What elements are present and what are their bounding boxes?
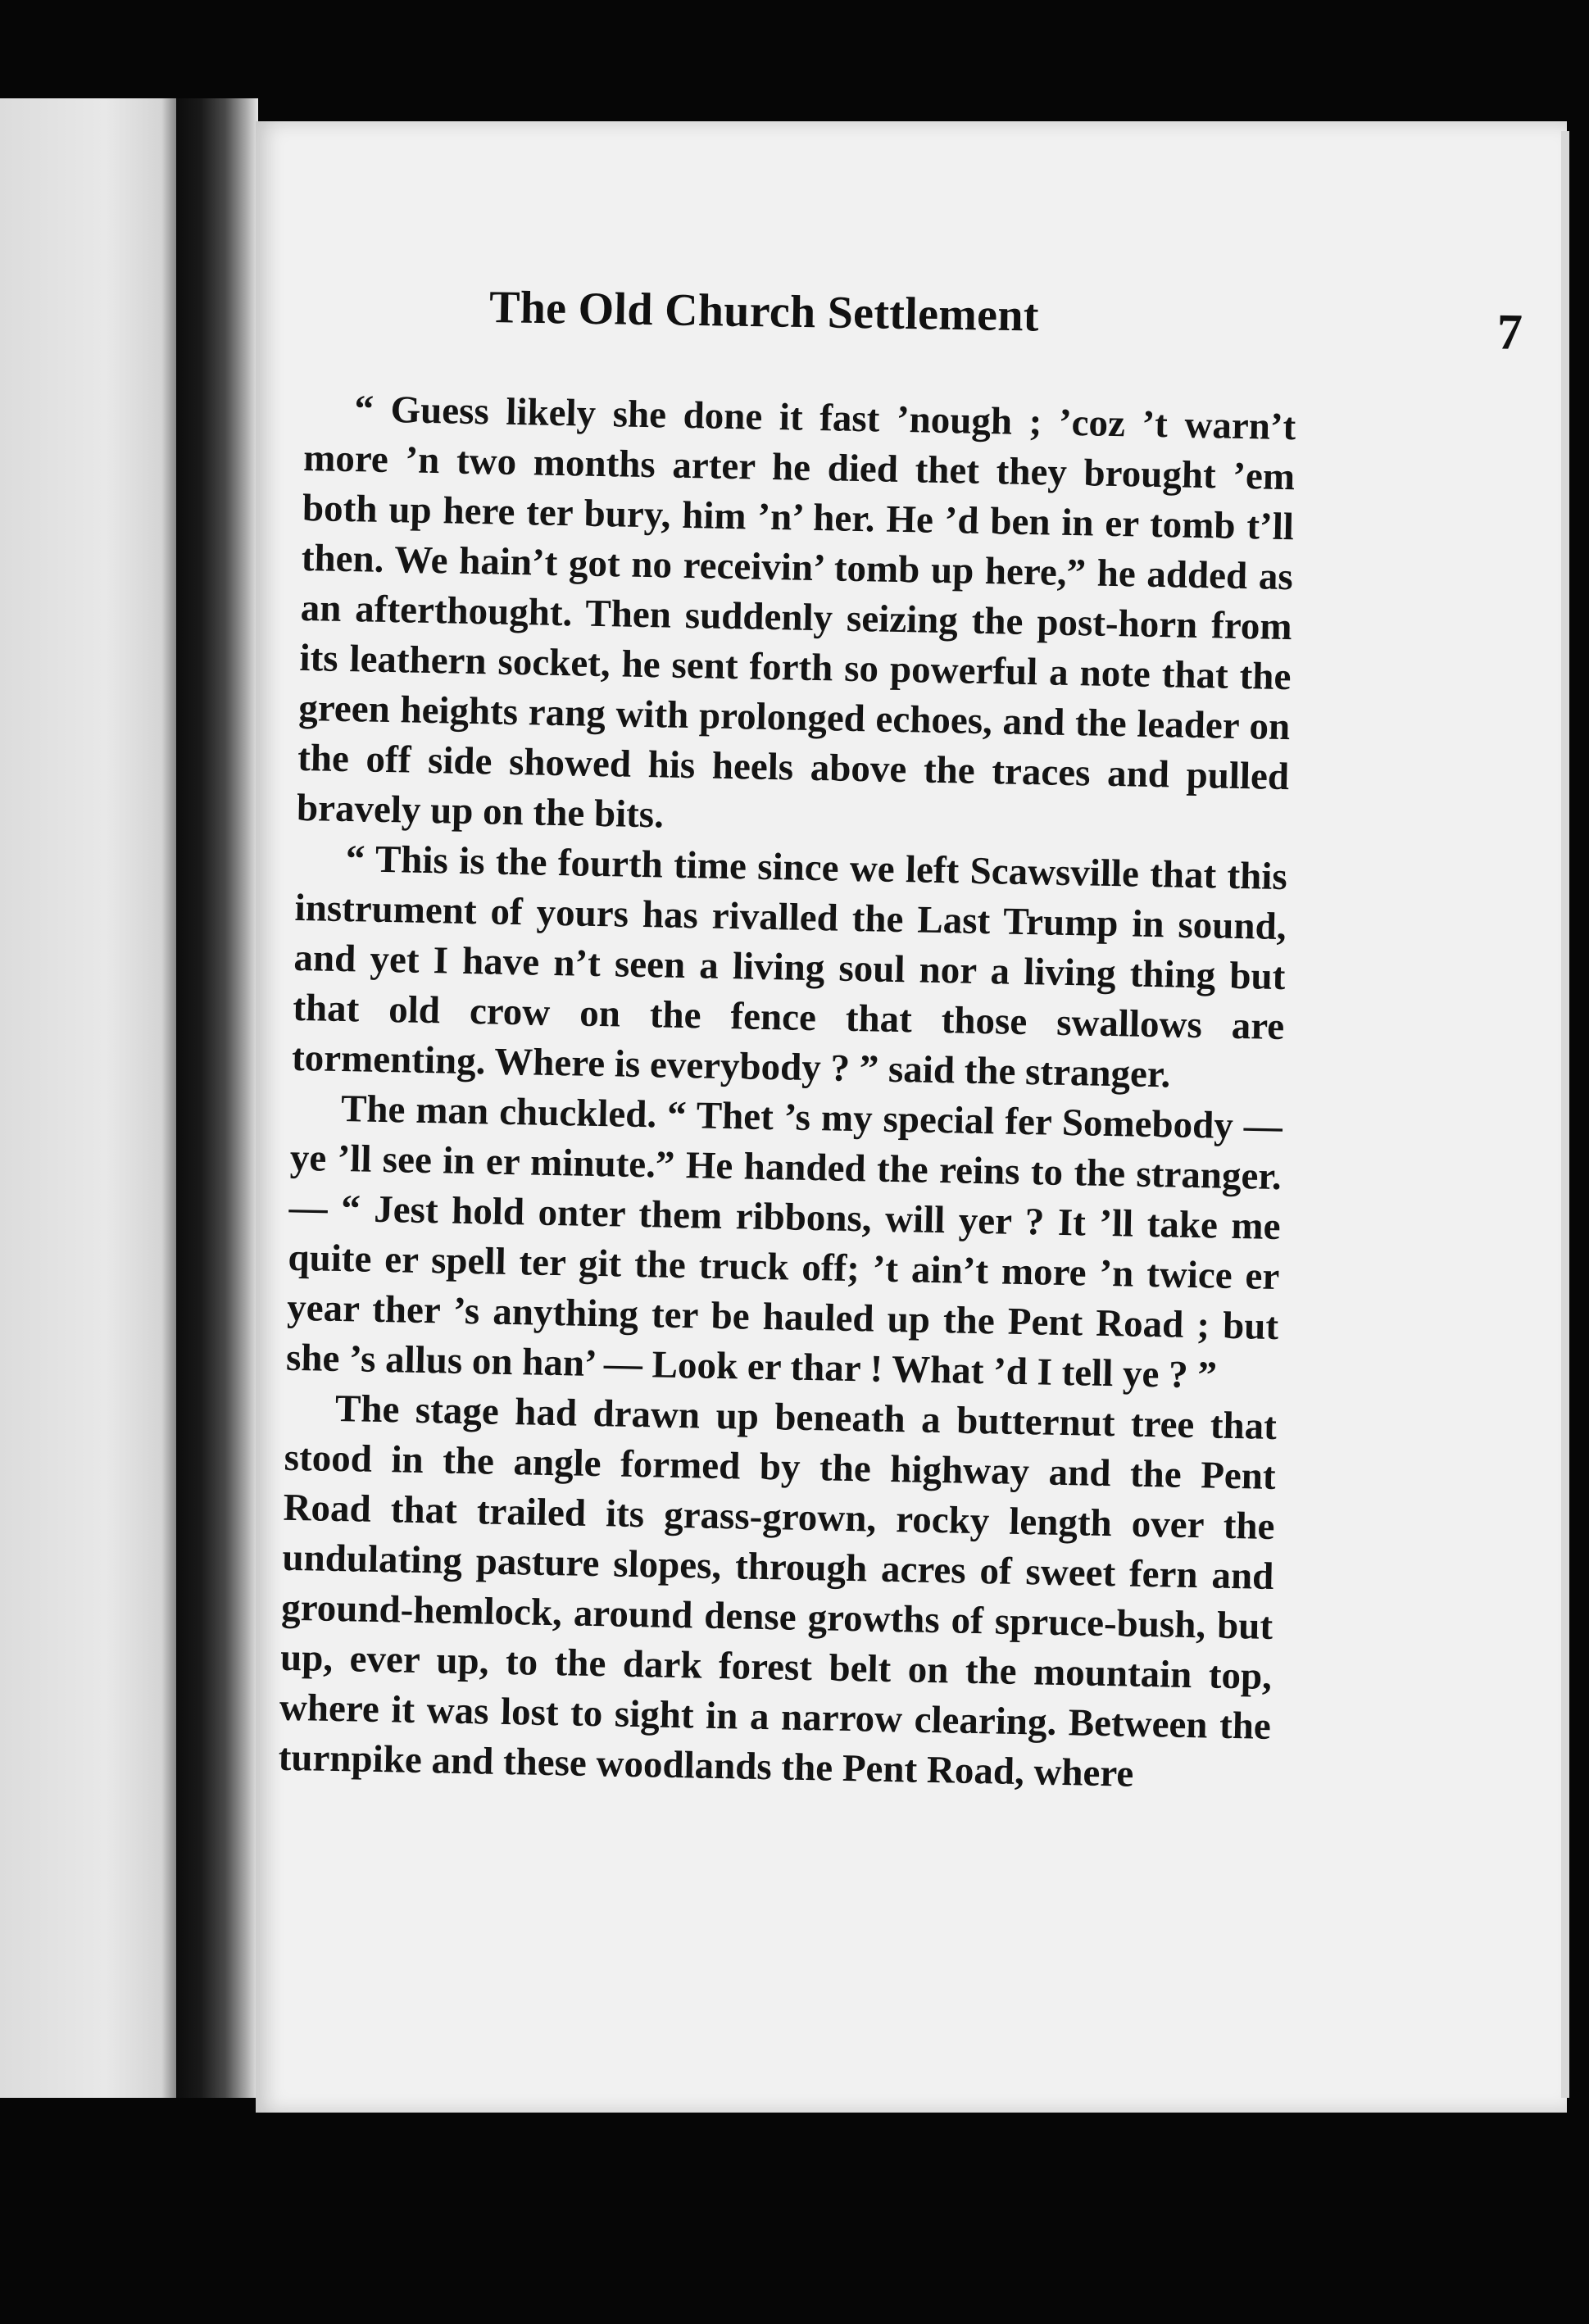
- running-title: The Old Church Settlement: [488, 282, 1040, 342]
- book-gutter: [176, 98, 258, 2098]
- paragraph: The stage had drawn up beneath a butternut tree that stood in the angle formed by the highway and the Pent Road that trailed its grass-grown, rocky length over the undulating pasture slopes, through acres of sweet fern and ground-hemlock, around dense growths of spruce-bush, but up, ever up, to the dark forest belt on the mountain top, where it was lost to sight in a narrow clearing. Between the turnpike and these woodlands the Pent Road, where: [278, 1387, 1278, 1795]
- paragraph: “ Guess likely she done it fast ’nough ; ’coz ’t warn’t more ’n two months arter he died thet they brought ’em both up here ter bury, him ’n’ her. He ’d ben in er tomb t’ll then. We hain’t got no receivin’ tomb up here,” he added as an afterthought. Then suddenly seizing the post-horn from its leathern socket, he sent forth so powerful a note that the green heights rang with prolonged echoes, and the leader on the off side showed his heels above the traces and pulled bravely up on the bits.: [296, 388, 1296, 837]
- paragraph: The man chuckled. “ Thet ’s my special fer Somebody — ye ’ll see in er minute.” He handed the reins to the stranger. — “ Jest hold onter them ribbons, will yer ? It ’ll take me quite er spell ter git the truck off; ’t ain’t more ’n twice er year ther ’s anything ter be hauled up the Pent Road ; but she ’s allus on han’ — Look er thar ! What ’d I tell ye ? ”: [285, 1087, 1283, 1397]
- body-text: [278, 384, 1296, 1802]
- facing-page-edge: [0, 98, 176, 2098]
- page-edge: [1561, 131, 1569, 2098]
- page-header: [488, 281, 1555, 363]
- paragraph: “ This is the fourth time since we left Scawsville that this instrument of yours has rivalled the Last Trump in sound, and yet I have n’t seen a living soul nor a living thing but that old crow on the fence that those swallows are tormenting. Where is everybody ? ” said the stranger.: [291, 837, 1288, 1096]
- page-number: 7: [1496, 304, 1523, 361]
- page: [256, 121, 1567, 2113]
